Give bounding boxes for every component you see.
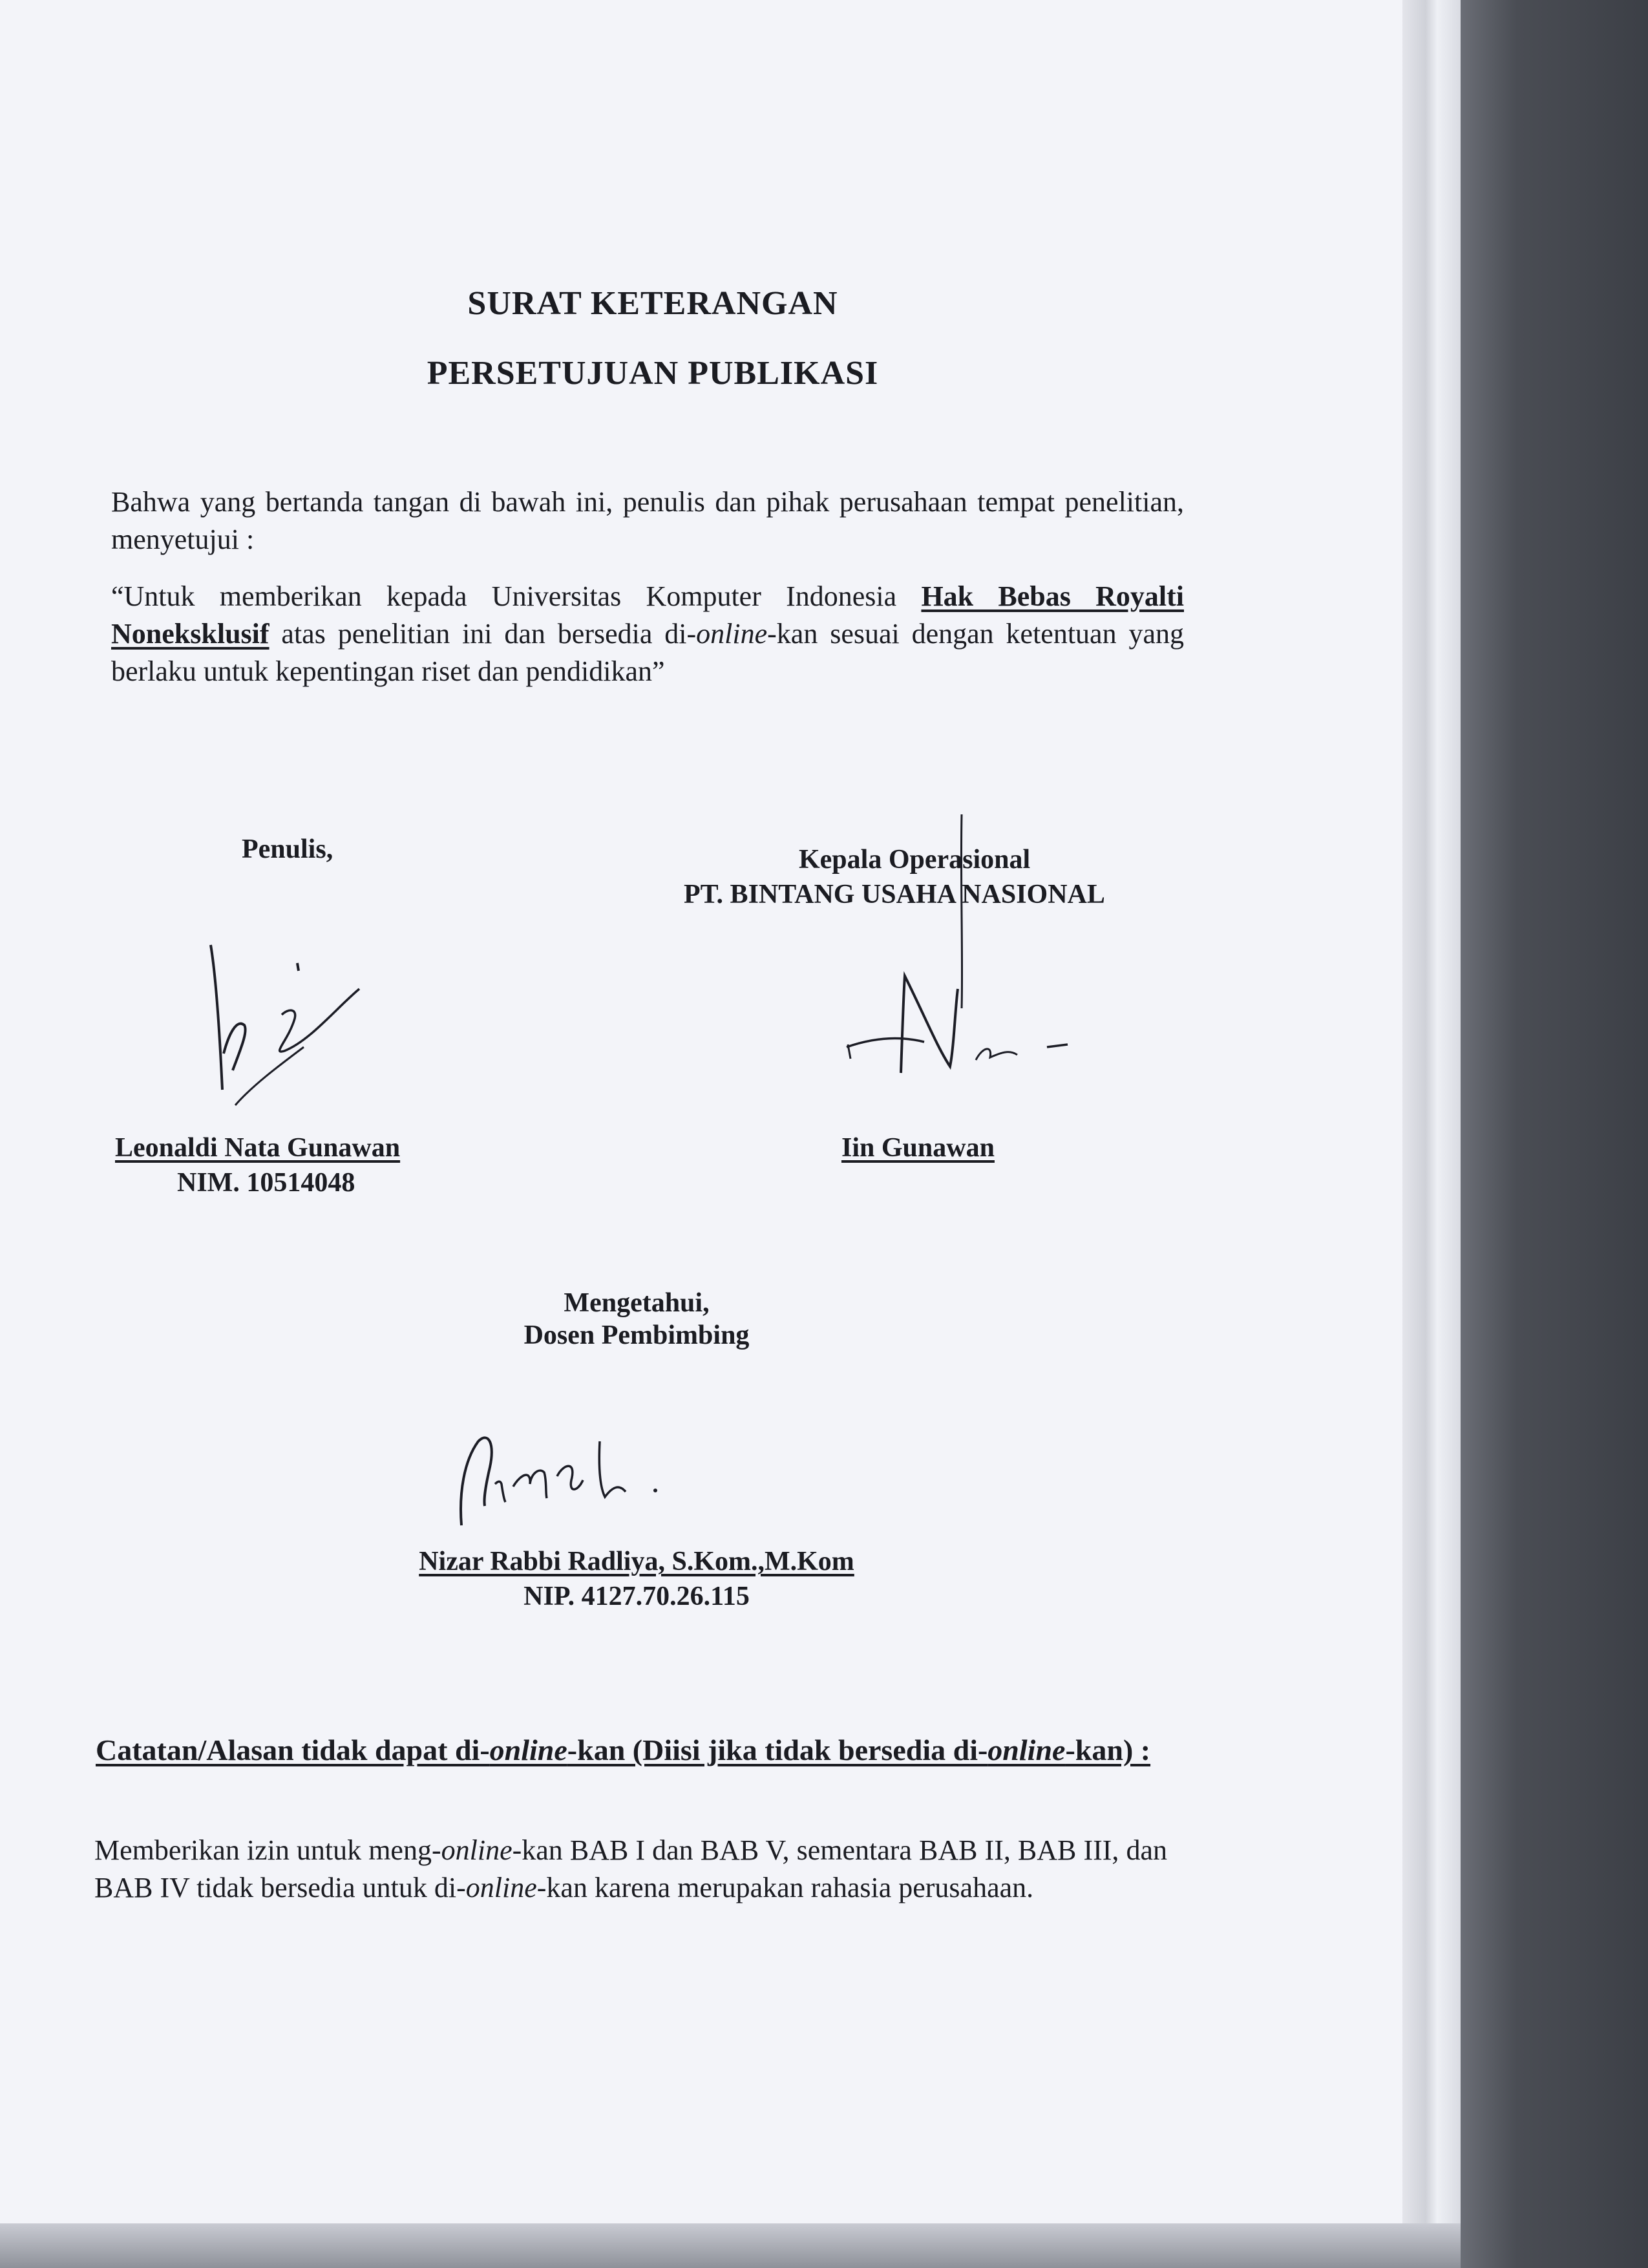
license-term: Hak Bebas Royalti Noneksklusif: [111, 580, 1184, 650]
intro-paragraph: Bahwa yang bertanda tangan di bawah ini, penulis dan pihak perusahaan tempat penelitian, menyetujui :: [111, 486, 1184, 555]
penulis-signature: [207, 937, 375, 1121]
catatan-heading: Catatan/Alasan tidak dapat di-online-kan (Diisi jika tidak bersedia di-online-kan) :: [96, 1733, 1151, 1766]
pembimbing-signature: [450, 1422, 670, 1542]
kepala-title: Kepala Operasional: [799, 845, 1031, 874]
document-subtitle: PERSETUJUAN PUBLIKASI: [427, 355, 879, 392]
company-name: PT. BINTANG USAHA NASIONAL: [684, 880, 1105, 909]
pembimbing-label: Dosen Pembimbing: [523, 1320, 750, 1350]
pembimbing-nip: NIP. 4127.70.26.115: [523, 1582, 750, 1611]
page-stack-edge: [1402, 0, 1461, 2268]
page-bottom-shadow: [0, 2223, 1461, 2268]
pembimbing-name: Nizar Rabbi Radliya, S.Kom.,M.Kom: [419, 1547, 854, 1576]
kepala-name: Iin Gunawan: [841, 1133, 995, 1163]
penulis-nim: NIM. 10514048: [177, 1168, 355, 1198]
kepala-signature: [840, 801, 1086, 1089]
scanner-background: [1461, 0, 1648, 2268]
statement-paragraph: “Untuk memberikan kepada Universitas Komputer Indonesia Hak Bebas Royalti Noneksklusif atas penelitian ini dan bersedia di-online-kan sesuai dengan ketentuan yang berlaku untuk kepentingan riset dan pendidikan”: [111, 580, 1184, 687]
catatan-body: Memberikan izin untuk meng-online-kan BAB I dan BAB V, sementara BAB II, BAB III, dan BAB IV tidak bersedia untuk di-online-kan karena merupakan rahasia perusahaan.: [94, 1834, 1168, 1903]
mengetahui-label: Mengetahui,: [564, 1288, 710, 1318]
document-title: SURAT KETERANGAN: [467, 285, 838, 322]
penulis-name: Leonaldi Nata Gunawan: [115, 1133, 401, 1163]
penulis-label: Penulis,: [242, 834, 333, 864]
